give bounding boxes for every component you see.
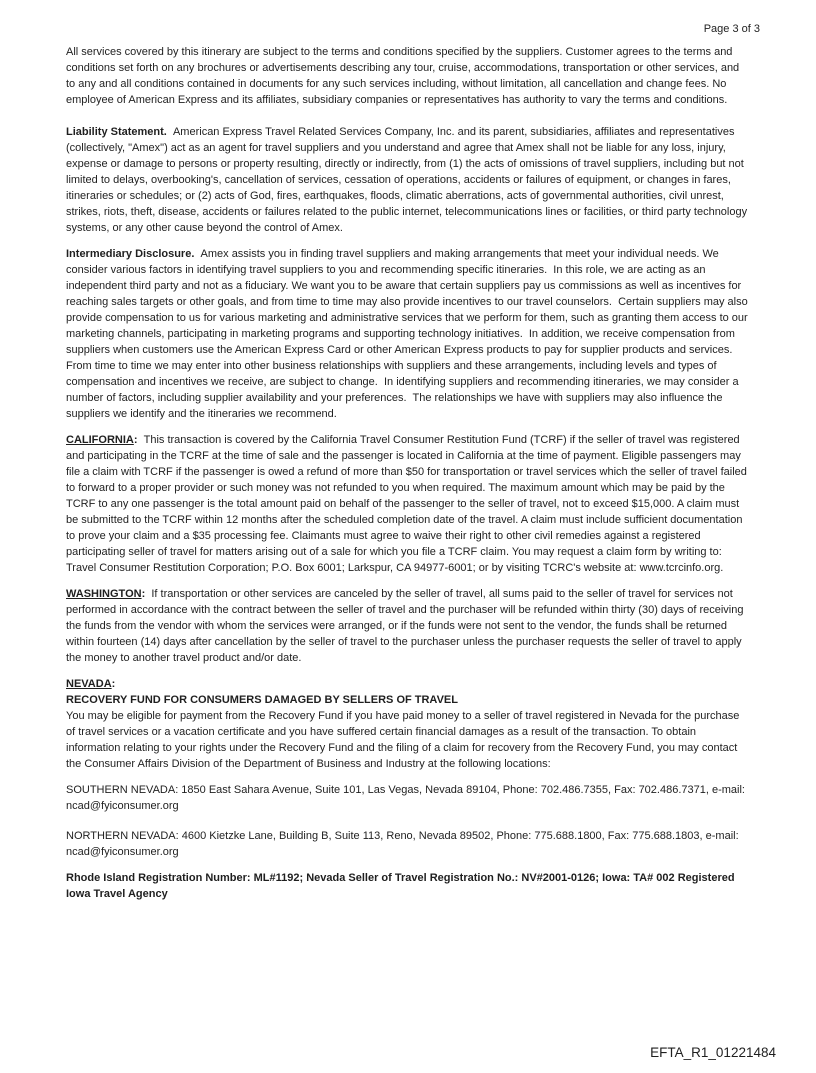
section-nevada xyxy=(66,676,751,772)
document-id: EFTA_R1_01221484 xyxy=(650,1045,776,1060)
intermediary-disclosure-text: Amex assists you in finding travel suppliers and making arrangements that meet your individual needs. We consider various factors in identifying travel suppliers to you and recommending specific itineraries. In this role, we are acting as an independent third party and not as a fiduciary. We want you to be aware that certain suppliers pay us commissions as well as incentives for reaching sales targets or other goals, and from time to time may also provide incentives to our travel counselors. Certain suppliers may also provide compensation to us for various marketing and administrative services that we perform for them, such as granting them access to our marketing channels, participating in marketing programs and supporting technology initiatives. In addition, we receive compensation from suppliers when customers use the American Express Card or other American Express products to pay for supplier products and services. From time to time we may enter into other business relationships with suppliers and these arrangements, including levels and types of compensation and incentives we receive, are subject to change. In identifying suppliers and recommending itineraries, we may consider a number of factors, including supplier availability and your preferences. The relationships we have with suppliers may also influence the suppliers we identify and the itineraries we recommend. xyxy=(66,248,751,420)
nevada-subheading: RECOVERY FUND FOR CONSUMERS DAMAGED BY SELLERS OF TRAVEL xyxy=(66,694,458,706)
washington-text: If transportation or other services are canceled by the seller of travel, all sums paid to the seller of travel for services not performed in accordance with the contract between the seller of travel and the purchaser will be refunded within thirty (30) days of receiving the funds from the vendor with whom the services were arranged, or if the funds were not sent to the vendor, the funds shall be returned within fourteen (14) days after cancellation by the seller of travel to the purchaser unless the purchaser requests the seller of travel to apply the money to another travel product and/or date. xyxy=(66,588,747,664)
northern-nevada-text: NORTHERN NEVADA: 4600 Kietzke Lane, Building B, Suite 113, Reno, Nevada 89502, Phone: 775.688.1800, Fax: 775.688.1803, e-mail: ncad@fyiconsumer.org xyxy=(66,830,742,858)
document-content xyxy=(66,44,751,912)
liability-statement-text: American Express Travel Related Services Company, Inc. and its parent, subsidiaries, affiliates and representatives (collectively, "Amex") act as an agent for travel suppliers and you understand and agree that Amex shall not be liable for any loss, injury, expense or damage to persons or property resulting, directly or indirectly, from (1) the acts of omissions of travel suppliers, including but not limited to delays, overbooking's, cancellation of services, cessation of operations, accidents or failures of equipment, or changes in fares, itineraries or schedules; or (2) acts of God, fires, earthquakes, floods, climatic aberrations, acts of governmental authorities, civil unrest, strikes, riots, theft, disease, accidents or failures related to the public internet, telecommunications lines or facilities, or third party technology systems, or any other cause beyond the control of Amex. xyxy=(66,126,751,234)
liability-statement-heading: Liability Statement xyxy=(66,126,164,138)
nevada-heading: NEVADA xyxy=(66,678,112,690)
washington-heading-suffix: : xyxy=(141,588,152,600)
paragraph-northern-nevada xyxy=(66,828,751,860)
intermediary-disclosure-heading: Intermediary Disclosure xyxy=(66,248,192,260)
nevada-text: You may be eligible for payment from the Recovery Fund if you have paid money to a seller of travel registered in Nevada for the purchase of travel services or a vacation certificate and you have suffered certain financial damages as a result of the transaction. To obtain information relating to your rights under the Recovery Fund and the filing of a claim for recovery from the Recovery Fund, you may contact the Consumer Affairs Division of the Department of Business and Industry at the following locations: xyxy=(66,710,743,770)
section-intermediary-disclosure xyxy=(66,246,751,422)
california-text: This transaction is covered by the California Travel Consumer Restitution Fund (TCRF) if the seller of travel was registered and participating in the TCRF at the time of sale and the passenger is located in California at the time of payment. Eligible passengers may file a claim with TCRF if the passenger is owed a refund of more than $50 for transportation or travel services which the seller of travel failed to forward to a proper provider or such money was not refunded to you when required. The maximum amount which may be paid by the TCRF to any one passenger is the total amount paid on behalf of the passenger to the seller of travel, not to exceed $15,000. A claim must be submitted to the TCRF within 12 months after the scheduled completion date of the travel. A claim must include sufficient documentation to prove your claim and a $35 processing fee. Claimants must agree to waive their right to other civil remedies against a registered participating seller of travel for matters arising out of a sale for which you file a TCRF claim. You may request a claim form by writing to: Travel Consumer Restitution Corporation; P.O. Box 6001; Larkspur, CA 94977-6001; or by visiting TCRC's website at: www.tcrcinfo.org. xyxy=(66,434,750,574)
section-washington xyxy=(66,586,751,666)
california-heading: CALIFORNIA xyxy=(66,434,134,446)
registration-numbers-text: Rhode Island Registration Number: ML#1192; Nevada Seller of Travel Registration No.: NV#2001-0126; Iowa: TA# 002 Registered Iowa Travel Agency xyxy=(66,872,738,900)
section-california xyxy=(66,432,751,576)
intermediary-disclosure-heading-suffix: . xyxy=(191,248,201,260)
nevada-heading-line xyxy=(66,676,751,692)
paragraph-terms-text: All services covered by this itinerary are subject to the terms and conditions specified by the suppliers. Customer agrees to the terms and conditions set forth on any brochures or advertisements describing any tour, cruise, accommodations, transportation or other services, and to any and all conditions contained in documents for any such services including, without limitation, all cancellation and change fees. No employee of American Express and its affiliates, subsidiary companies or representatives has authority to vary the terms and conditions. xyxy=(66,46,743,106)
california-heading-suffix: : xyxy=(133,434,144,446)
section-liability-statement xyxy=(66,124,751,236)
liability-statement-heading-suffix: . xyxy=(163,126,173,138)
southern-nevada-text: SOUTHERN NEVADA: 1850 East Sahara Avenue, Suite 101, Las Vegas, Nevada 89104, Phone: 702.486.7355, Fax: 702.486.7371, e-mail: ncad@fyiconsumer.org xyxy=(66,784,749,812)
washington-heading: WASHINGTON xyxy=(66,588,142,600)
paragraph-registration-numbers xyxy=(66,870,751,902)
paragraph-southern-nevada xyxy=(66,782,751,814)
page-number: Page 3 of 3 xyxy=(703,23,760,35)
nevada-heading-suffix: : xyxy=(111,678,116,690)
paragraph-terms xyxy=(66,44,751,108)
